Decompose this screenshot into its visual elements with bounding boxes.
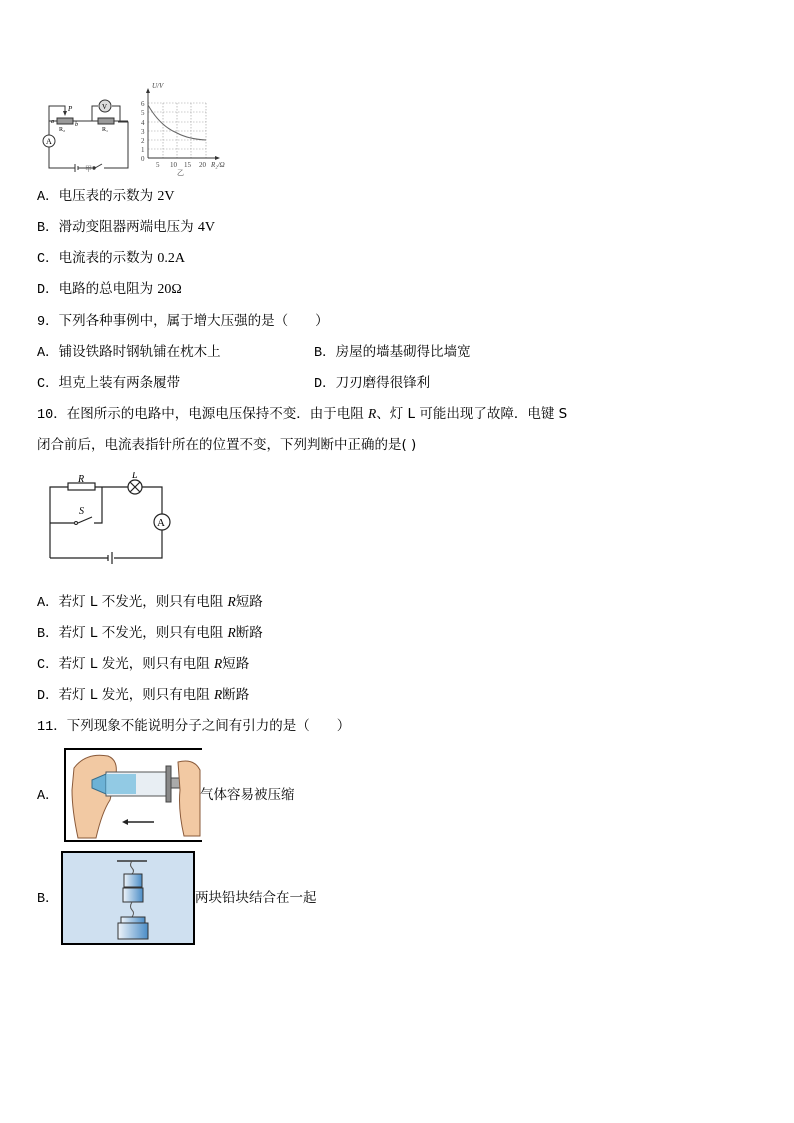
option-text: 断路 [222, 687, 250, 703]
q11-option-b-text [195, 889, 317, 907]
svg-text:1: 1 [141, 146, 145, 154]
option-label: D． [37, 689, 59, 704]
svg-text:5: 5 [156, 161, 160, 169]
q9-option-d [314, 374, 430, 394]
lead-blocks-image [61, 851, 195, 945]
option-text: 短路 [222, 656, 250, 672]
option-text: 滑动变阻器两端电压为 [58, 219, 198, 235]
option-label: B． [37, 221, 59, 236]
question-text: 闭合前后，电流表指针所在的位置不变，下列判断中正确的是( ) [37, 437, 417, 453]
svg-text:R₁: R₁ [102, 127, 109, 133]
q10-option-d [37, 686, 249, 706]
q11-option-a-text [200, 786, 295, 804]
option-label: C． [37, 252, 59, 267]
option-text: 气体容易被压缩 [200, 787, 295, 803]
q8-graph-figure [138, 78, 238, 176]
option-label: A． [37, 346, 59, 361]
svg-text:3: 3 [141, 128, 145, 136]
option-value: 0.2A [157, 251, 186, 266]
q8-option-c [37, 249, 185, 269]
q10-circuit-figure [42, 472, 182, 568]
svg-text:V: V [102, 103, 108, 111]
variable-r: R [214, 687, 223, 702]
option-label: A． [37, 190, 59, 205]
q8-circuit-caption [85, 164, 92, 174]
option-label: C． [37, 377, 59, 392]
q8-option-a [37, 187, 175, 207]
svg-text:A: A [46, 137, 52, 146]
option-label: A． [37, 789, 59, 804]
option-text: 若灯 L 不发光，则只有电阻 [58, 625, 228, 641]
question-number: 9． [37, 315, 59, 330]
q10-option-a [37, 593, 263, 613]
option-label: B． [37, 627, 59, 642]
option-text: 坦克上装有两条履带 [58, 375, 181, 391]
svg-text:b: b [75, 122, 78, 128]
svg-text:5: 5 [141, 109, 145, 117]
q8-option-b [37, 218, 215, 238]
svg-text:15: 15 [184, 161, 191, 169]
q9-option-a [37, 343, 221, 363]
option-text: 断路 [235, 625, 263, 641]
q9-option-c [37, 374, 180, 394]
variable-r: R [227, 625, 236, 640]
svg-text:R₂/Ω: R₂/Ω [211, 161, 225, 169]
q10-option-b [37, 624, 263, 644]
option-label: D． [37, 283, 59, 298]
option-label: B． [314, 346, 336, 361]
option-text: 刀刃磨得很锋利 [335, 375, 431, 391]
svg-text:0: 0 [141, 155, 145, 163]
q11-option-b-label [37, 889, 59, 909]
question-number: 11． [37, 720, 67, 735]
q8-option-d [37, 280, 182, 300]
option-label: A． [37, 596, 59, 611]
question-text: 下列各种事例中，属于增大压强的是（ ） [58, 313, 329, 329]
svg-text:20: 20 [199, 161, 206, 169]
variable-r: R [368, 406, 377, 421]
svg-text:P: P [68, 105, 73, 113]
syringe-image [64, 748, 202, 842]
option-text: 电压表的示数为 [58, 188, 158, 204]
option-text: 短路 [235, 594, 263, 610]
svg-text:U/V: U/V [152, 82, 164, 90]
syringe-compress-icon [66, 750, 202, 840]
svg-text:10: 10 [170, 161, 177, 169]
caption-jia: 甲 [85, 165, 92, 173]
question-text: 下列现象不能说明分子之间有引力的是（ ） [66, 718, 351, 734]
svg-text:4: 4 [141, 119, 145, 127]
lead-blocks-icon [63, 853, 193, 943]
option-label: D． [314, 377, 336, 392]
option-text: 电路的总电阻为 [58, 281, 158, 297]
q11-option-a-label [37, 786, 59, 806]
question-text: 、灯 L 可能出现了故障．电键 S [376, 406, 568, 422]
option-text: 电流表的示数为 [58, 250, 158, 266]
q10-stem-line1 [37, 405, 567, 425]
q9-option-b [314, 343, 471, 363]
voltage-resistance-chart [138, 78, 238, 176]
svg-text:乙: 乙 [177, 169, 184, 176]
svg-text:S: S [79, 506, 84, 517]
circuit-diagram-q10 [42, 472, 182, 568]
option-text: 房屋的墙基砌得比墙宽 [335, 344, 471, 360]
option-text: 铺设铁路时钢轨铺在枕木上 [58, 344, 221, 360]
option-label: B． [37, 892, 59, 907]
svg-text:2: 2 [141, 137, 145, 145]
svg-text:L: L [132, 472, 138, 481]
option-value: 20Ω [157, 282, 182, 297]
svg-text:a: a [51, 119, 54, 125]
q11-stem [37, 717, 350, 737]
option-value: 4V [197, 220, 216, 235]
svg-text:A: A [157, 517, 165, 529]
option-text: 若灯 L 不发光，则只有电阻 [58, 594, 228, 610]
variable-r: R [227, 594, 236, 609]
question-number: 10． [37, 408, 67, 423]
q10-option-c [37, 655, 249, 675]
svg-text:R: R [78, 474, 85, 485]
option-text: 若灯 L 发光，则只有电阻 [58, 687, 215, 703]
variable-r: R [214, 656, 223, 671]
svg-text:R₂: R₂ [59, 127, 66, 133]
option-text: 两块铅块结合在一起 [195, 890, 317, 906]
q9-stem [37, 312, 329, 332]
option-value: 2V [157, 189, 175, 204]
question-text: 在图所示的电路中，电源电压保持不变．由于电阻 [66, 406, 368, 422]
option-label: C． [37, 658, 59, 673]
svg-text:6: 6 [141, 100, 145, 108]
option-text: 若灯 L 发光，则只有电阻 [58, 656, 215, 672]
q10-stem-line2 [37, 436, 416, 454]
